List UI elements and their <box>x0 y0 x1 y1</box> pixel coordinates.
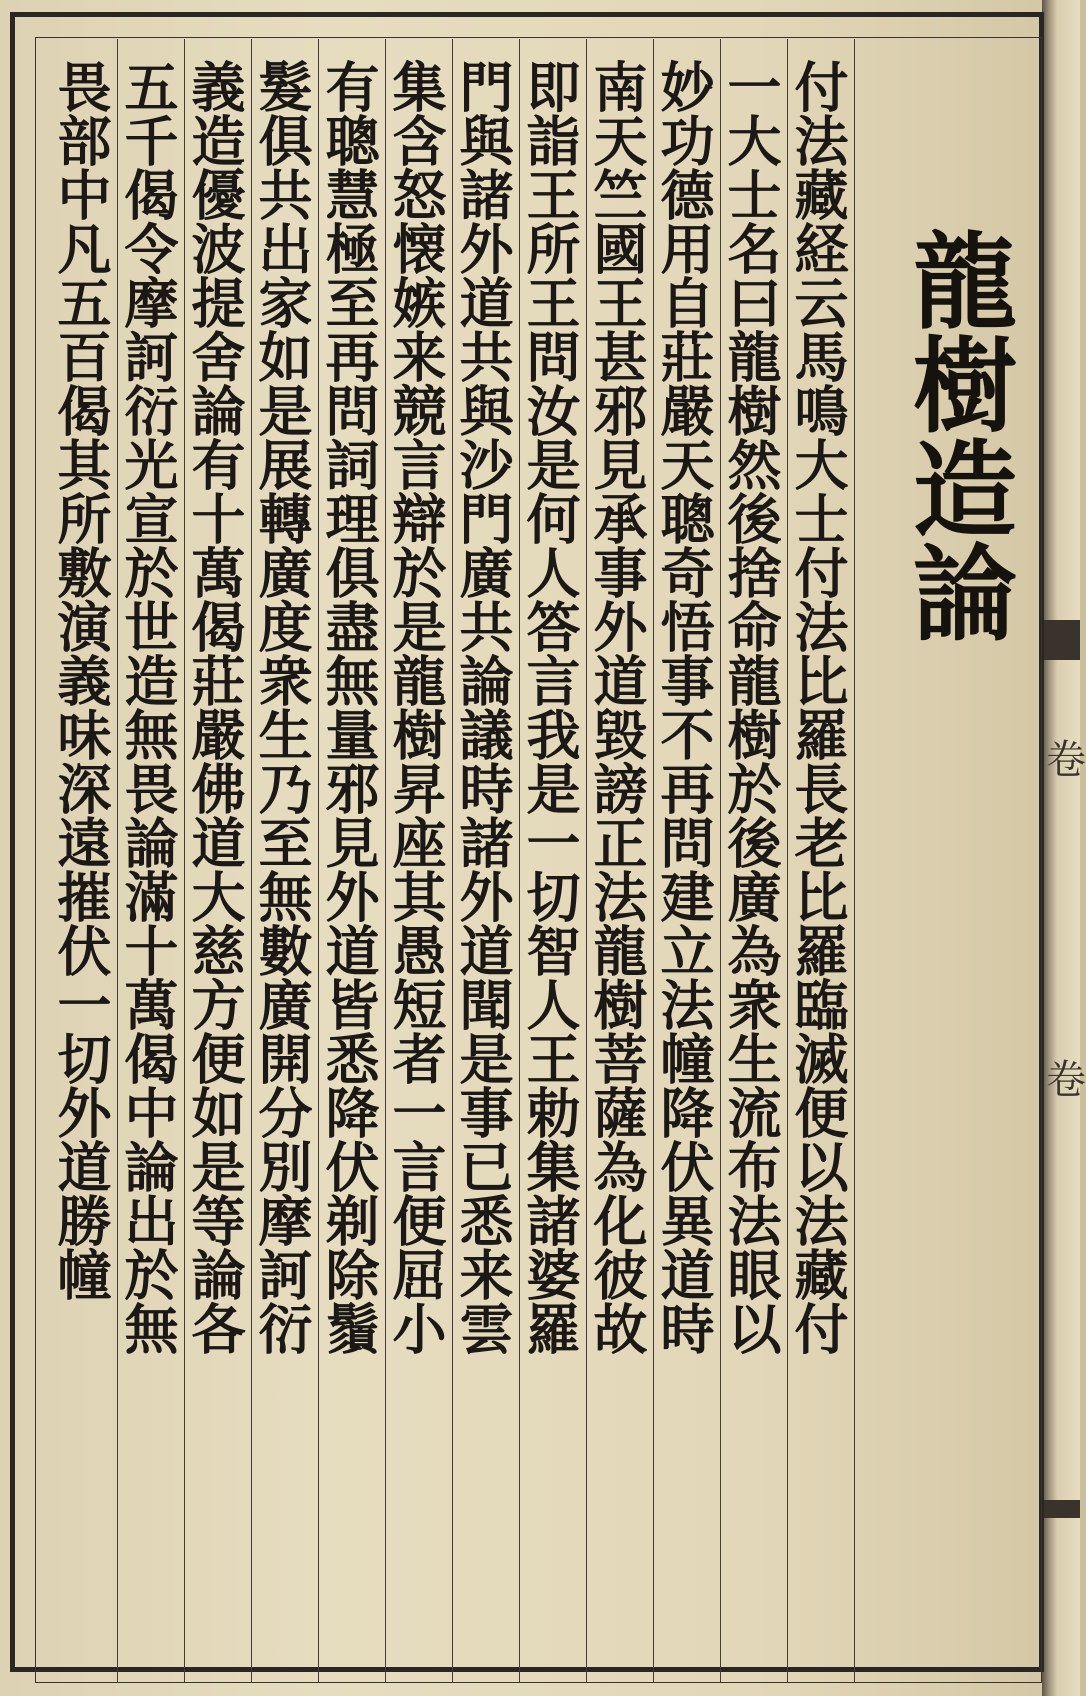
text-column-6: 門與諸外道共與沙門廣共論議時諸外道聞是事已悉来雲 <box>451 59 515 1355</box>
printed-frame <box>10 12 1044 1672</box>
text-column-12: 畏部中凡五百偈其所敷演義味深遠摧伏一切外道勝幢 <box>49 59 113 1301</box>
text-column-2: 一大士名曰龍樹然後捨命龍樹於後廣為衆生流布法眼以 <box>719 59 783 1355</box>
edge-mark: 卷 <box>1046 1057 1086 1103</box>
text-column-4: 南天竺國王甚邪見承事外道毀謗正法龍樹菩薩為化彼故 <box>585 59 649 1355</box>
page-edge <box>1042 0 1080 1696</box>
text-column-8: 有聰慧極至再問詞理俱盡無量邪見外道皆悉降伏剃除鬚 <box>317 59 381 1355</box>
text-column-5: 即詣王所王問汝是何人答言我是一切智人王勅集諸婆羅 <box>518 59 582 1355</box>
edge-binding-band <box>1040 1500 1080 1518</box>
edge-mark: 卷 <box>1046 737 1086 783</box>
text-column-1: 付法藏経云馬鳴大士付法比羅長老比羅臨滅便以法藏付 <box>786 59 850 1355</box>
text-column-3: 妙功德用自莊嚴天聰奇悟事不再問建立法幢降伏異道時 <box>652 59 716 1355</box>
text-column-11: 五千偈令摩訶衍光宣於世造無畏論滿十萬偈中論出於無 <box>116 59 180 1355</box>
text-column-7: 集含怒懐嫉来競言辯於是龍樹昇座其愚短者一言便屈小 <box>384 59 448 1355</box>
edge-binding-band <box>1040 620 1080 660</box>
column-rule <box>854 39 855 1682</box>
text-column-10: 義造優波提舍論有十萬偈莊嚴佛道大慈方便如是等論各 <box>183 59 247 1355</box>
page-title: 龍樹造論 <box>895 227 1018 643</box>
text-column-9: 髮俱共出家如是展轉廣度衆生乃至無數廣開分別摩訶衍 <box>250 59 314 1355</box>
